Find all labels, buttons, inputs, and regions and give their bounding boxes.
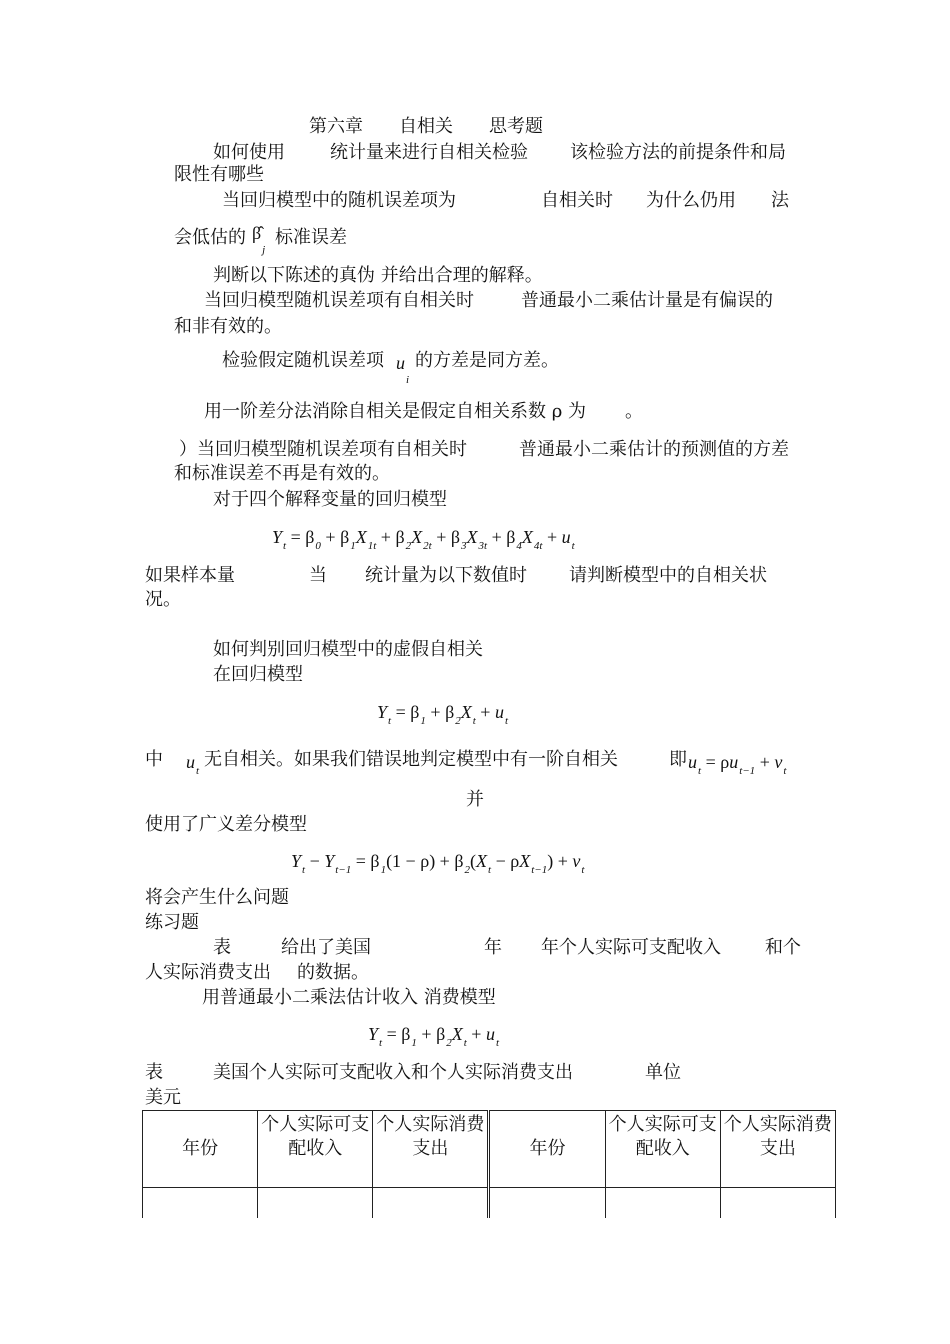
statement-3-part-a: 用一阶差分法消除自相关是假定自相关系数 ρ 为 [204, 401, 587, 422]
data-table [142, 1110, 836, 1218]
regression-equation-simple: $Y_t = \beta_1 + \beta_2X_t + u_t$ [377, 702, 509, 727]
table-caption-c: 单位 [645, 1062, 681, 1083]
regression-equation-four-vars: $Y_t = \beta_0 + \beta_1X_{1t} + \beta_2X_{2t} + \beta_3X_{3t} + \beta_4X_{4t} + u_t$ [272, 527, 575, 552]
exercise-1-part-d: 年个人实际可支配收入 [541, 937, 721, 958]
statement-4-part-c: 和标准误差不再是有效的。 [174, 463, 390, 484]
statement-1-part-b: 普通最小二乘估计量是有偏误的 [521, 290, 773, 311]
table-cell-empty [605, 1188, 720, 1218]
question-2-part-b: 自相关时 [541, 190, 613, 211]
question-4-body-b: 当 [309, 565, 327, 586]
table-cell-empty [489, 1188, 605, 1218]
beta-hat-j-symbol: $\betâ_j$ [252, 223, 266, 256]
question-2-part-a: 当回归模型中的随机误差项为 [222, 190, 456, 211]
table-header-year-2: 年份 [489, 1111, 605, 1188]
question-6-part-f: 将会产生什么问题 [145, 887, 289, 908]
question-4-body-c: 统计量为以下数值时 [365, 565, 527, 586]
question-2-part-c: 为什么仍用 [646, 190, 736, 211]
exercise-1-part-g: 的数据。 [297, 962, 369, 983]
question-4-body-e: 况。 [145, 589, 181, 610]
question-3: 判断以下陈述的真伪 并给出合理的解释。 [213, 265, 543, 286]
question-6: 在回归模型 [213, 664, 303, 685]
question-1-part-d: 限性有哪些 [174, 164, 264, 185]
statement-4-part-b: 普通最小二乘估计的预测值的方差 [519, 439, 789, 460]
table-caption-a: 表 [145, 1062, 163, 1083]
question-4-body-d: 请判断模型中的自相关状 [569, 565, 767, 586]
exercises-heading: 练习题 [145, 912, 199, 933]
statement-2-part-a: 检验假定随机误差项 [222, 350, 384, 371]
exercise-1-part-h: 用普通最小二乘法估计收入 消费模型 [202, 987, 496, 1008]
table-caption-d: 美元 [145, 1087, 181, 1108]
question-6-part-b: 无自相关。如果我们错误地判定模型中有一阶自相关 [204, 749, 618, 770]
table-cell-empty [373, 1188, 489, 1218]
exercise-1-part-f: 人实际消费支出 [145, 962, 271, 983]
question-4: 对于四个解释变量的回归模型 [213, 489, 447, 510]
question-6-part-d: 并 [466, 789, 484, 810]
exercise-1-part-a: 表 [213, 937, 231, 958]
question-2-part-f: 标准误差 [275, 227, 347, 248]
table-header-income-1: 个人实际可支配收入 [258, 1111, 373, 1188]
statement-1-part-c: 和非有效的。 [174, 316, 282, 337]
statement-4-part-a: ）当回归模型随机误差项有自相关时 [179, 439, 467, 460]
ar1-equation: $u_t = \rho u_{t-1} + v_t$ [688, 752, 787, 777]
question-1-part-b: 统计量来进行自相关检验 [330, 142, 528, 163]
table-header-income-2: 个人实际可支配收入 [605, 1111, 720, 1188]
table-cell-empty [143, 1188, 258, 1218]
question-4-body-a: 如果样本量 [145, 565, 235, 586]
u-i-symbol: $u_i$ [396, 353, 410, 386]
table-cell-empty [720, 1188, 835, 1218]
table-header-consumption-2: 个人实际消费支出 [720, 1111, 835, 1188]
question-6-part-a: 中 [145, 749, 163, 770]
question-1-part-a: 如何使用 [213, 142, 285, 163]
question-6-part-e: 使用了广义差分模型 [145, 814, 307, 835]
table-cell-empty [258, 1188, 373, 1218]
exercise-1-part-e: 和个 [765, 937, 801, 958]
exercise-1-part-b: 给出了美国 [281, 937, 371, 958]
question-2-part-e: 会低估的 [174, 227, 246, 248]
table-header-consumption-1: 个人实际消费支出 [373, 1111, 489, 1188]
table-header-year-1: 年份 [143, 1111, 258, 1188]
question-5: 如何判别回归模型中的虚假自相关 [213, 639, 483, 660]
income-consumption-model: $Y_t = \beta_1 + \beta_2X_t + u_t$ [368, 1024, 500, 1049]
statement-3-part-b: 。 [625, 401, 643, 422]
generalized-difference-equation: $Y_t - Y_{t-1} = \beta_1(1 - \rho) + \beta_2(X_t - \rho X_{t-1}) + v_t$ [291, 851, 585, 876]
u-t-symbol: $u_t$ [186, 752, 200, 777]
exercise-1-part-c: 年 [484, 937, 502, 958]
statement-1-part-a: 当回归模型随机误差项有自相关时 [204, 290, 474, 311]
statement-2-part-b: 的方差是同方差。 [415, 350, 559, 371]
page-title: 第六章 自相关 思考题 [309, 116, 543, 137]
question-2-part-d: 法 [771, 190, 789, 211]
question-6-part-c: 即 [669, 749, 687, 770]
question-1-part-c: 该检验方法的前提条件和局 [570, 142, 786, 163]
table-caption-b: 美国个人实际可支配收入和个人实际消费支出 [213, 1062, 573, 1083]
